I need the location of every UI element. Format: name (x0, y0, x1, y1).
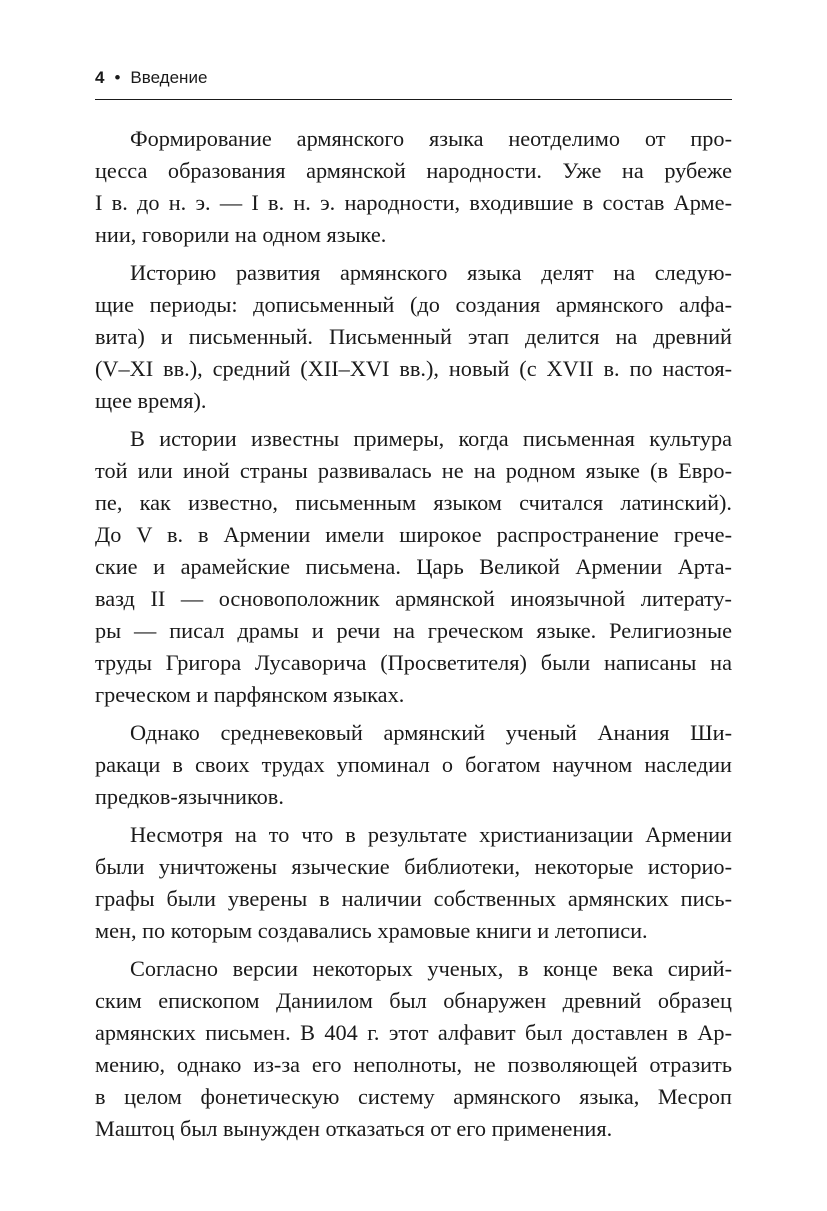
header-bullet: • (114, 68, 121, 87)
text-line: (V–XI вв.), средний (XII–XVI вв.), новый (с XVII в. по настоя- (95, 356, 732, 381)
header-divider (95, 99, 732, 100)
text-line: щие периоды: дописьменный (до создания армянского алфа- (95, 292, 732, 317)
text-line: были уничтожены языческие библиотеки, некоторые историо- (95, 854, 732, 879)
text-line: вита) и письменный. Письменный этап делится на древний (95, 324, 732, 349)
text-line: щее время). (95, 388, 207, 413)
running-header (95, 66, 732, 90)
text-line: греческом и парфянском языках. (95, 682, 405, 707)
text-line: ские и арамейские письмена. Царь Великой Армении Арта- (95, 554, 732, 579)
text-line: пе, как известно, письменным языком считался латинский). (95, 490, 732, 515)
text-line: вазд II — основоположник армянской иноязычной литерату- (95, 586, 732, 611)
text-line: Формирование армянского языка неотделимо от про- (130, 126, 732, 151)
text-line: нии, говорили на одном языке. (95, 222, 387, 247)
section-title: Введение (130, 68, 208, 87)
text-line: ракаци в своих трудах упоминал о богатом научном наследии (95, 752, 732, 777)
text-line: Историю развития армянского языка делят на следую- (130, 260, 732, 285)
body-text (95, 123, 732, 1151)
paragraph (95, 953, 732, 1145)
text-line: армянских письмен. В 404 г. этот алфавит был доставлен в Ар- (95, 1020, 732, 1045)
text-line: ским епископом Даниилом был обнаружен древний образец (95, 988, 732, 1013)
paragraph (95, 257, 732, 417)
text-line: мен, по которым создавались храмовые книги и летописи. (95, 918, 648, 943)
text-line: мению, однако из-за его неполноты, не позволяющей отразить (95, 1052, 732, 1077)
text-line: той или иной страны развивалась не на родном языке (в Евро- (95, 458, 732, 483)
text-line: Маштоц был вынужден отказаться от его применения. (95, 1116, 613, 1141)
text-line: I в. до н. э. — I в. н. э. народности, входившие в состав Арме- (95, 190, 732, 215)
page-number: 4 (95, 68, 105, 87)
paragraph (95, 717, 732, 813)
text-line: в целом фонетическую систему армянского языка, Месроп (95, 1084, 732, 1109)
text-line: графы были уверены в наличии собственных армянских пись- (95, 886, 732, 911)
text-line: В истории известны примеры, когда письменная культура (130, 426, 732, 451)
text-line: Несмотря на то что в результате христианизации Армении (130, 822, 732, 847)
text-line: Согласно версии некоторых ученых, в конце века сирий- (130, 956, 732, 981)
paragraph (95, 819, 732, 947)
text-line: ры — писал драмы и речи на греческом языке. Религиозные (95, 618, 732, 643)
text-line: цесса образования армянской народности. Уже на рубеже (95, 158, 732, 183)
paragraph (95, 423, 732, 711)
paragraph (95, 123, 732, 251)
text-line: Однако средневековый армянский ученый Анания Ши- (130, 720, 732, 745)
text-line: До V в. в Армении имели широкое распространение грече- (95, 522, 732, 547)
text-line: предков-язычников. (95, 784, 284, 809)
text-line: труды Григора Лусаворича (Просветителя) были написаны на (95, 650, 732, 675)
